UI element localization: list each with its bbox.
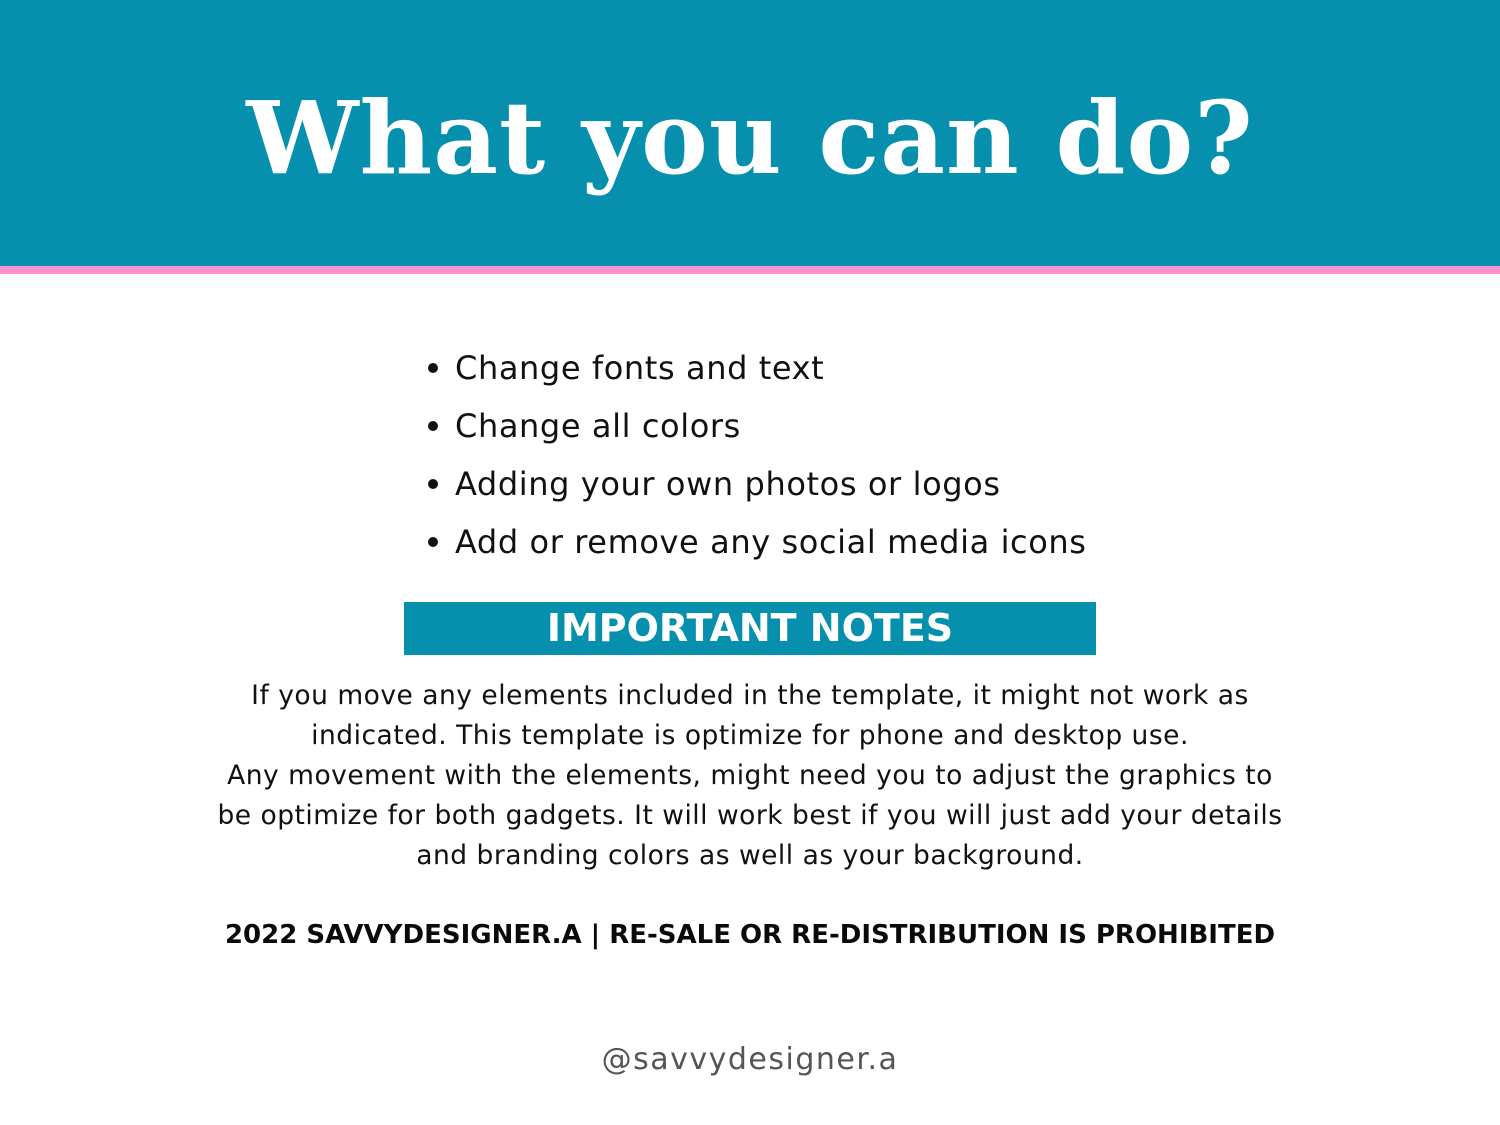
list-item-label: Adding your own photos or logos [455,465,1001,503]
list-item [428,404,1087,462]
list-item-label: Change fonts and text [455,349,825,387]
notes-line: and branding colors as well as your background. [416,840,1084,871]
important-notes-heading: IMPORTANT NOTES [404,602,1096,655]
notes-line: Any movement with the elements, might need you to adjust the graphics to [227,760,1273,791]
notes-line: If you move any elements included in the template, it might not work as [251,680,1249,711]
list-item-label: Add or remove any social media icons [455,523,1087,561]
feature-list [428,346,1087,578]
list-item-label: Change all colors [455,407,741,445]
bullet-icon [428,421,438,431]
social-handle: @savvydesigner.a [601,1042,899,1077]
notes-line: be optimize for both gadgets. It will work best if you will just add your details [217,800,1283,831]
header-accent-stripe [0,266,1500,274]
bullet-icon [428,479,438,489]
notes-line: indicated. This template is optimize for phone and desktop use. [311,720,1189,751]
copyright-notice: 2022 SAVVYDESIGNER.A | RE-SALE OR RE-DISTRIBUTION IS PROHIBITED [224,920,1276,950]
list-item [428,346,1087,404]
page-title: What you can do? [246,79,1254,197]
bullet-icon [428,363,438,373]
bullet-icon [428,537,438,547]
list-item [428,462,1087,520]
important-notes-body [150,676,1350,876]
list-item [428,520,1087,578]
